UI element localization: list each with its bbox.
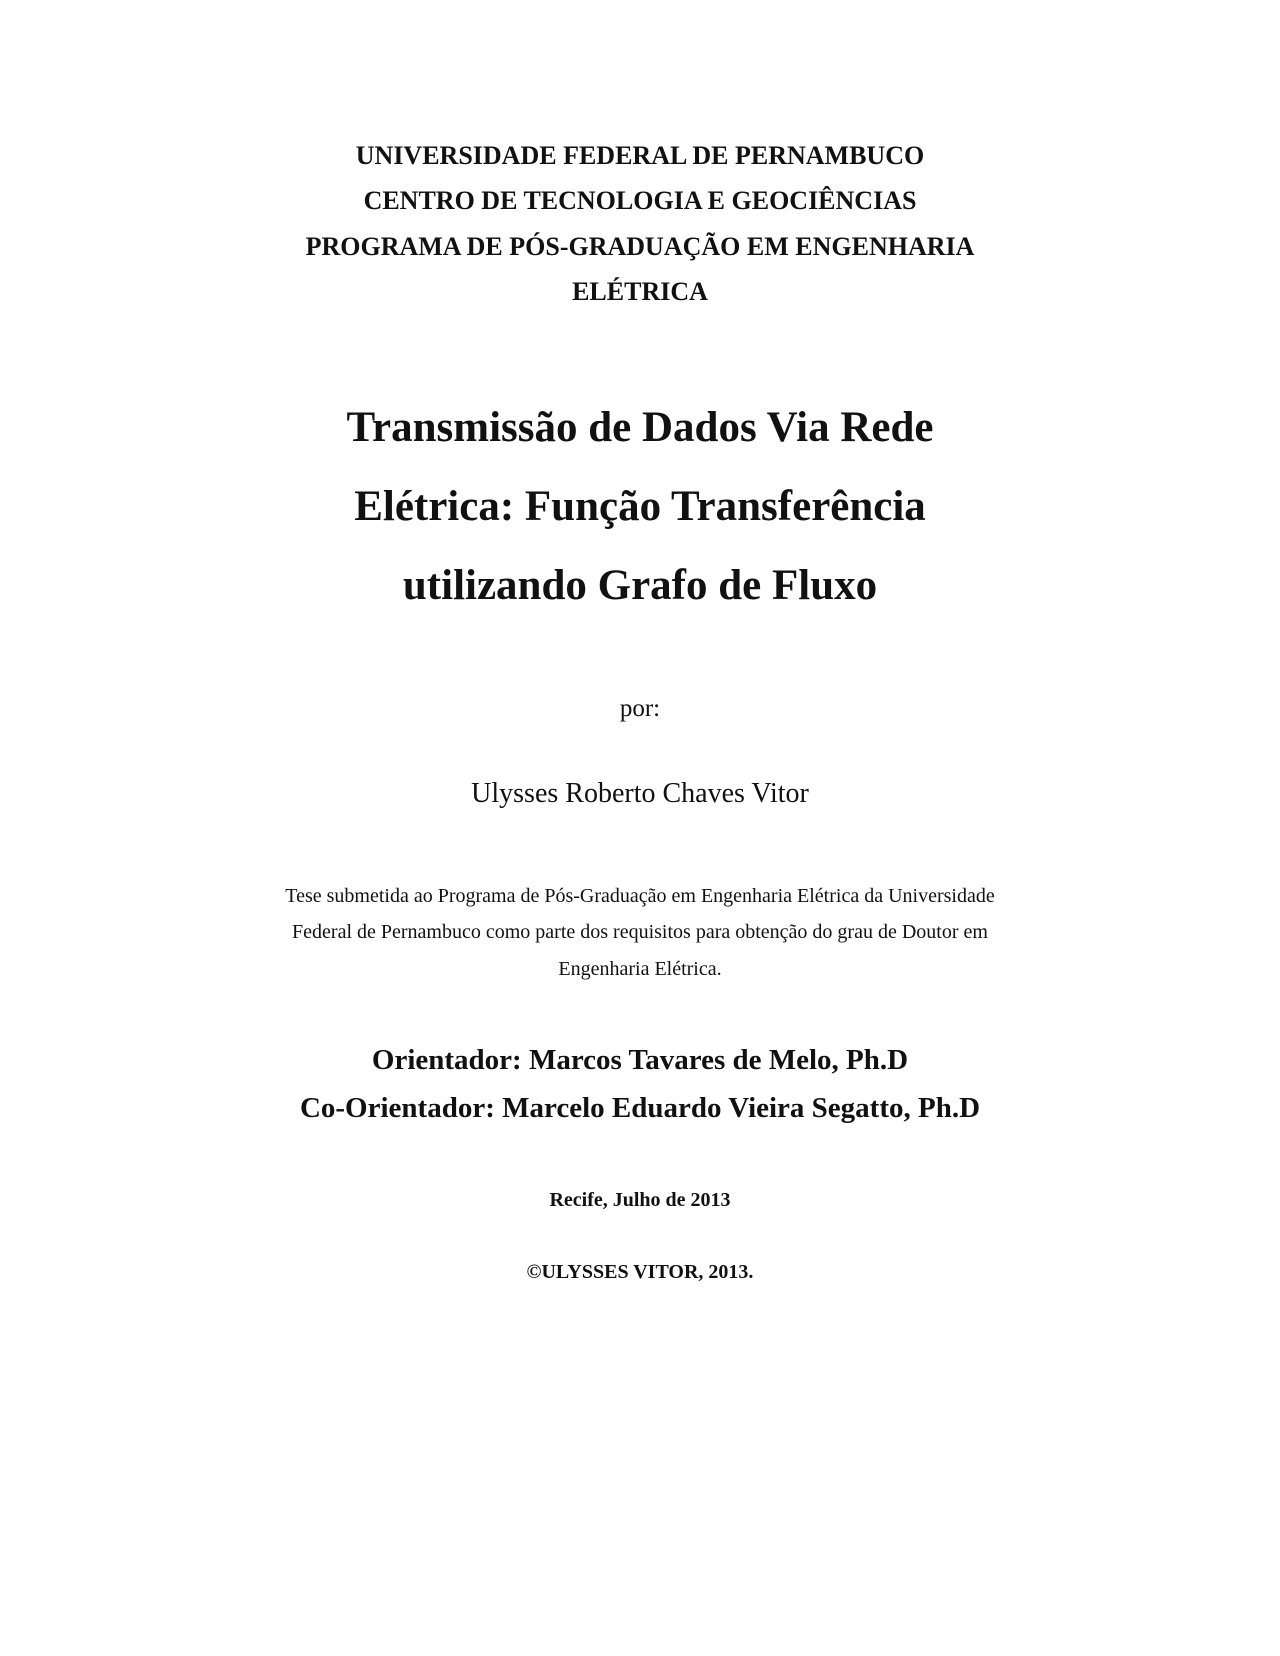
institution-line-program: PROGRAMA DE PÓS-GRADUAÇÃO EM ENGENHARIA: [305, 232, 975, 261]
submission-line-2: Federal de Pernambuco como parte dos requisitos para obtenção do grau de Doutor em: [292, 921, 988, 943]
institution-line-university: UNIVERSIDADE FEDERAL DE PERNAMBUCO: [355, 141, 925, 170]
thesis-title-line-2: Elétrica: Função Transferência: [354, 483, 926, 530]
by-label: por:: [619, 695, 661, 722]
co-advisor: Co-Orientador: Marcelo Eduardo Vieira Segatto, Ph.D: [299, 1092, 981, 1124]
copyright-notice: ©ULYSSES VITOR, 2013.: [526, 1261, 754, 1283]
author-name: Ulysses Roberto Chaves Vitor: [471, 778, 809, 809]
advisor: Orientador: Marcos Tavares de Melo, Ph.D: [371, 1044, 909, 1076]
thesis-title-line-3: utilizando Grafo de Fluxo: [402, 562, 878, 609]
thesis-title-line-1: Transmissão de Dados Via Rede: [346, 404, 934, 451]
submission-line-3: Engenharia Elétrica.: [558, 958, 722, 980]
institution-line-program-cont: ELÉTRICA: [572, 277, 708, 306]
institution-line-center: CENTRO DE TECNOLOGIA E GEOCIÊNCIAS: [363, 186, 917, 215]
submission-line-1: Tese submetida ao Programa de Pós-Graduação em Engenharia Elétrica da Universidade: [285, 885, 995, 907]
place-and-date: Recife, Julho de 2013: [549, 1189, 731, 1211]
